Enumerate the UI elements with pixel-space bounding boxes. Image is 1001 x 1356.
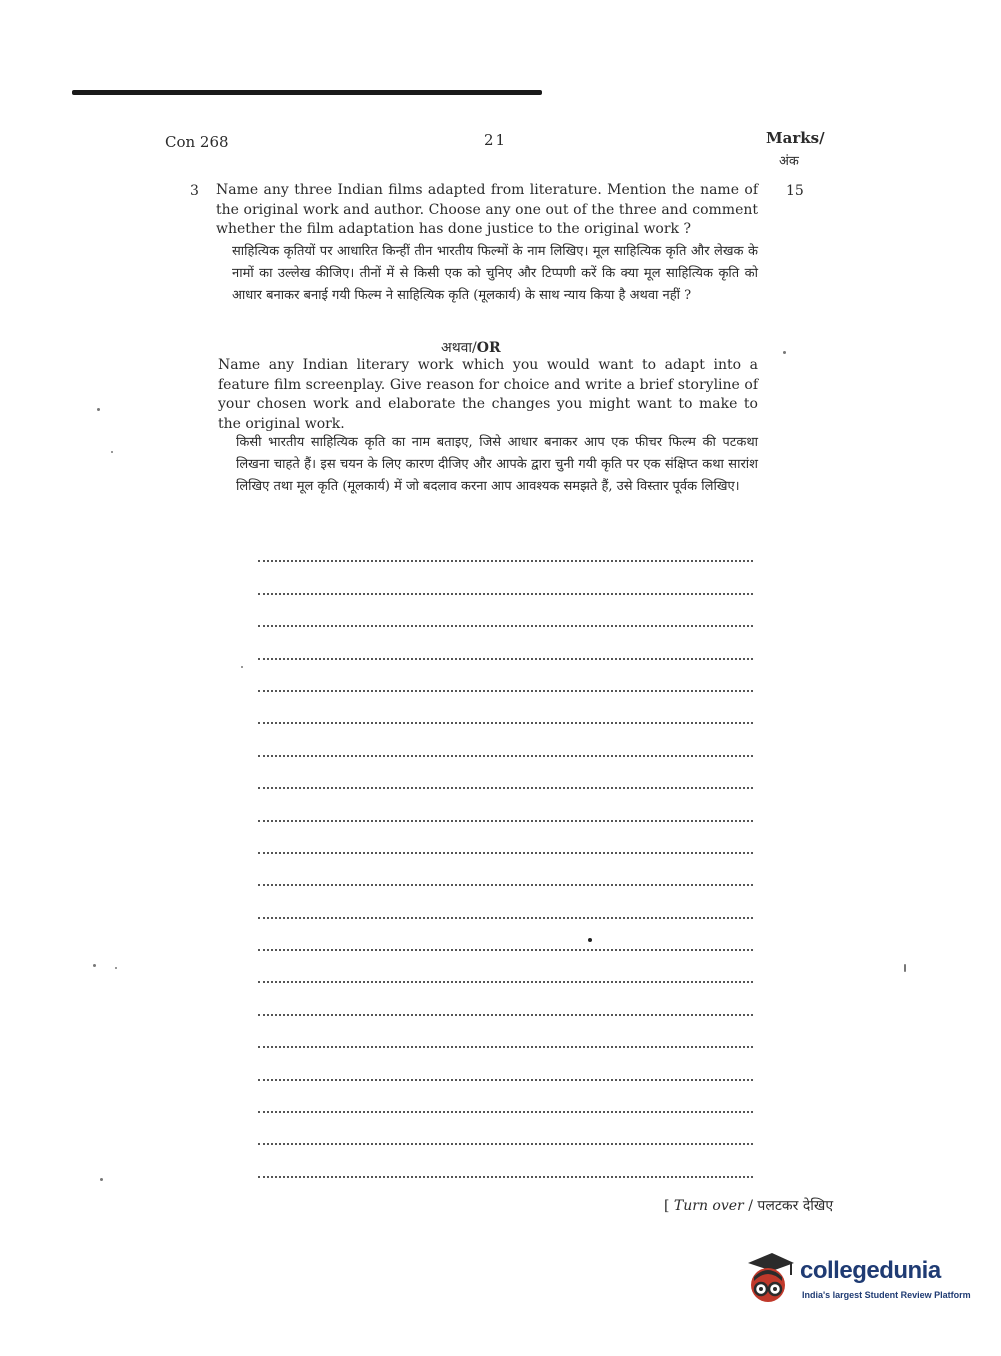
paper-code: Con 268 [165,133,229,151]
answer-line[interactable] [258,562,753,594]
answer-line[interactable] [258,530,753,562]
brand-name: collegedunia [800,1257,941,1284]
scan-speck [241,666,243,668]
question-marks: 15 [786,183,804,199]
collegedunia-logo [742,1251,972,1311]
graduate-mascot-icon [742,1251,796,1307]
or-hindi: अथवा/ [441,340,477,356]
answer-line[interactable] [258,951,753,983]
scan-speck [115,967,117,969]
scan-speck [783,351,786,354]
turn-over-hindi: पलटकर देखिए [757,1198,834,1214]
turn-over-english: Turn over [673,1198,744,1214]
top-rule [72,90,542,95]
marks-heading-hindi: अंक [779,154,799,169]
marks-heading: Marks/ [766,129,825,147]
brand-tagline: India's largest Student Review Platform [802,1290,971,1300]
answer-line[interactable] [258,1016,753,1048]
answer-lines[interactable] [258,530,753,1178]
alternative-question-hindi: किसी भारतीय साहित्यिक कृति का नाम बताइए, जिसे आधार बनाकर आप एक फीचर फिल्म की पटकथा लिखना चाहते हैं। इस चयन के लिए कारण दीजिए और आपके द्वारा चुनी गयी कृति पर एक संक्षिप्त कथा सारांश लिखिए तथा मूल कृति (मूलकार्य) में जो बदलाव करना आप आवश्यक समझते हैं, उसे विस्तार पूर्वक लिखिए। [236,435,758,494]
question-number: 3 [190,183,199,199]
answer-line[interactable] [258,627,753,659]
answer-line[interactable] [258,822,753,854]
answer-line[interactable] [258,983,753,1015]
answer-line[interactable] [258,595,753,627]
scan-speck [97,408,100,411]
answer-line[interactable] [258,886,753,918]
answer-line[interactable] [258,1113,753,1145]
scan-speck [100,1178,103,1181]
question-text-hindi: साहित्यिक कृतियों पर आधारित किन्हीं तीन भारतीय फिल्मों के नाम लिखिए। मूल साहित्यिक कृति और लेखक के नामों का उल्लेख कीजिए। तीनों में से किसी एक को चुनिए और टिप्पणी करें कि क्या मूल साहित्यिक कृति को आधार बनाकर बनाई गयी फिल्म ने साहित्यिक कृति (मूलकार्य) के साथ न्याय किया है अथवा नहीं ? [232,244,758,303]
turn-over-note: [ Turn over / पलटकर देखिए [664,1198,834,1214]
or-english: OR [476,340,501,356]
answer-line[interactable] [258,757,753,789]
answer-line[interactable] [258,1145,753,1177]
answer-line[interactable] [258,660,753,692]
scan-speck [93,964,96,967]
answer-line[interactable] [258,1081,753,1113]
scan-speck [111,451,113,453]
page-number: 21 [484,131,508,149]
answer-line[interactable] [258,724,753,756]
scan-speck [904,964,906,972]
or-separator [441,338,501,357]
answer-line[interactable] [258,1048,753,1080]
answer-line[interactable] [258,854,753,886]
alternative-question-english: Name any Indian literary work which you would want to adapt into a feature film screenplay. Give reason for choice and write a brief storyline of your chosen work and elaborate the changes you might want to make to the original work. [218,357,758,432]
answer-line[interactable] [258,692,753,724]
answer-line[interactable] [258,789,753,821]
scan-speck [588,938,592,942]
answer-line[interactable] [258,919,753,951]
question-text-english: Name any three Indian films adapted from literature. Mention the name of the original work and author. Choose any one out of the three and comment whether the film adaptation has done justice to the original work ? [216,182,758,237]
